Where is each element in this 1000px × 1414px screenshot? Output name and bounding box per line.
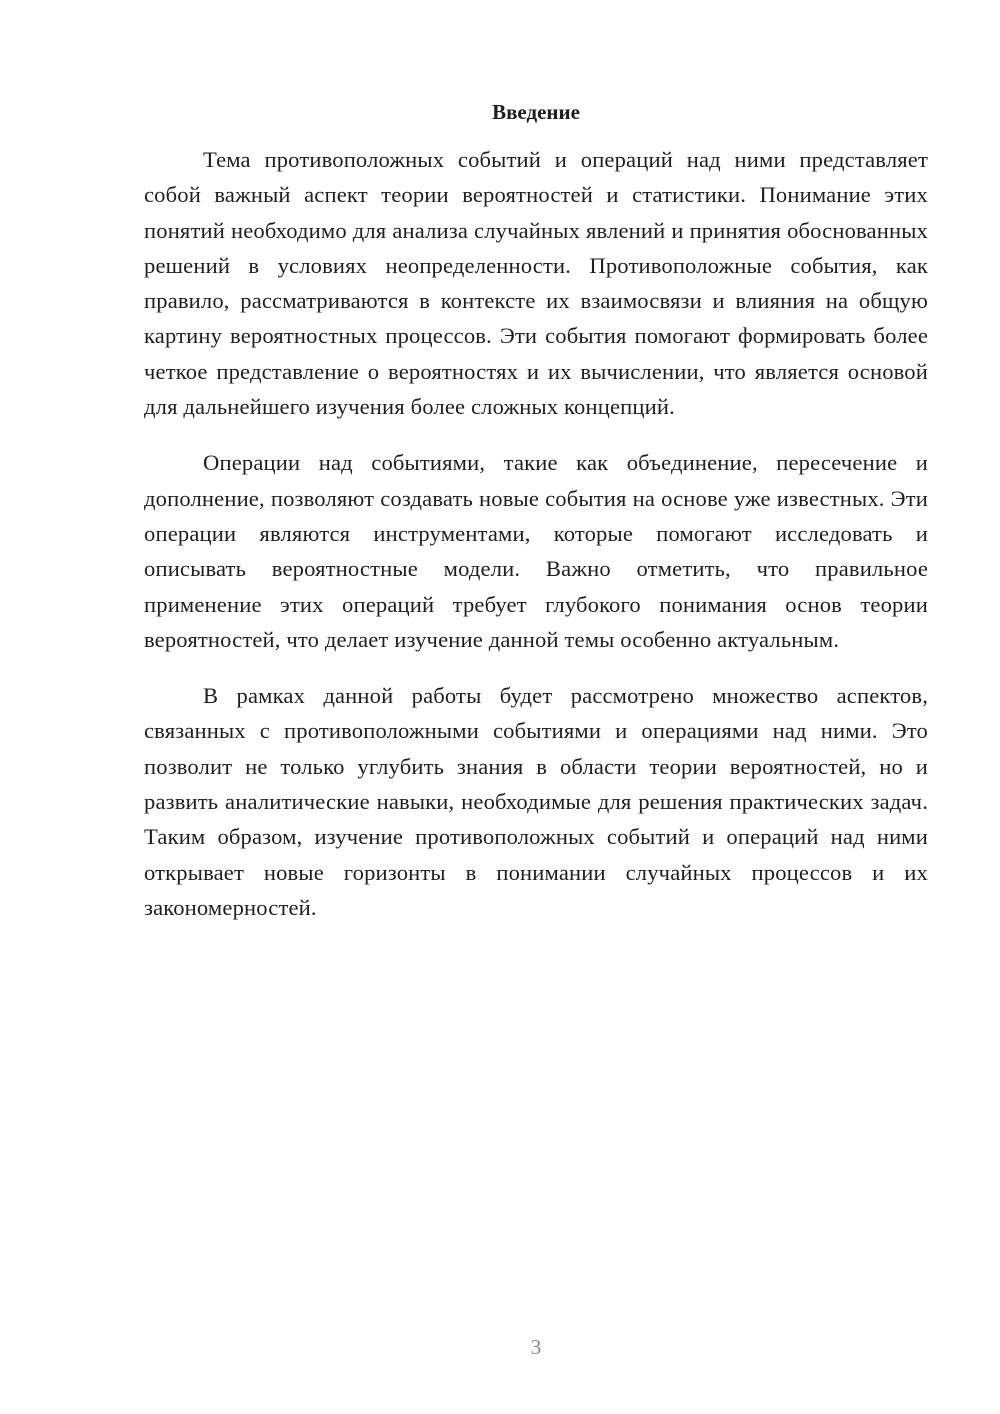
paragraph-event-operations: Операции над событиями, такие как объединение, пересечение и дополнение, позволяют создавать новые события на основе уже известных. Эти операции являются инструментами, которые помогают исследовать и описывать вероятностные модели. Важно отметить, что правильное применение этих операций требует глубокого понимания основ теории вероятностей, что делает изучение данной темы особенно актуальным. bbox=[144, 450, 928, 652]
page-number: 3 bbox=[530, 1335, 542, 1359]
section-heading: Введение bbox=[492, 100, 580, 124]
paragraph-topic-intro: Тема противоположных событий и операций над ними представляет собой важный аспект теории вероятностей и статистики. Понимание этих понятий необходимо для анализа случайных явлений и принятия обоснованных решений в условиях неопределенности. Противоположные события, как правило, рассматриваются в контексте их взаимосвязи и влияния на общую картину вероятностных процессов. Эти события помогают формировать более четкое представление о вероятностях и их вычислении, что является основой для дальнейшего изучения более сложных концепций. bbox=[144, 147, 928, 420]
paragraph-work-scope: В рамках данной работы будет рассмотрено множество аспектов, связанных с противоположными событиями и операциями над ними. Это позволит не только углубить знания в области теории вероятностей, но и развить аналитические навыки, необходимые для решения практических задач. Таким образом, изучение противоположных событий и операций над ними открывает новые горизонты в понимании случайных процессов и их закономерностей. bbox=[144, 683, 928, 920]
body-text bbox=[144, 142, 928, 946]
